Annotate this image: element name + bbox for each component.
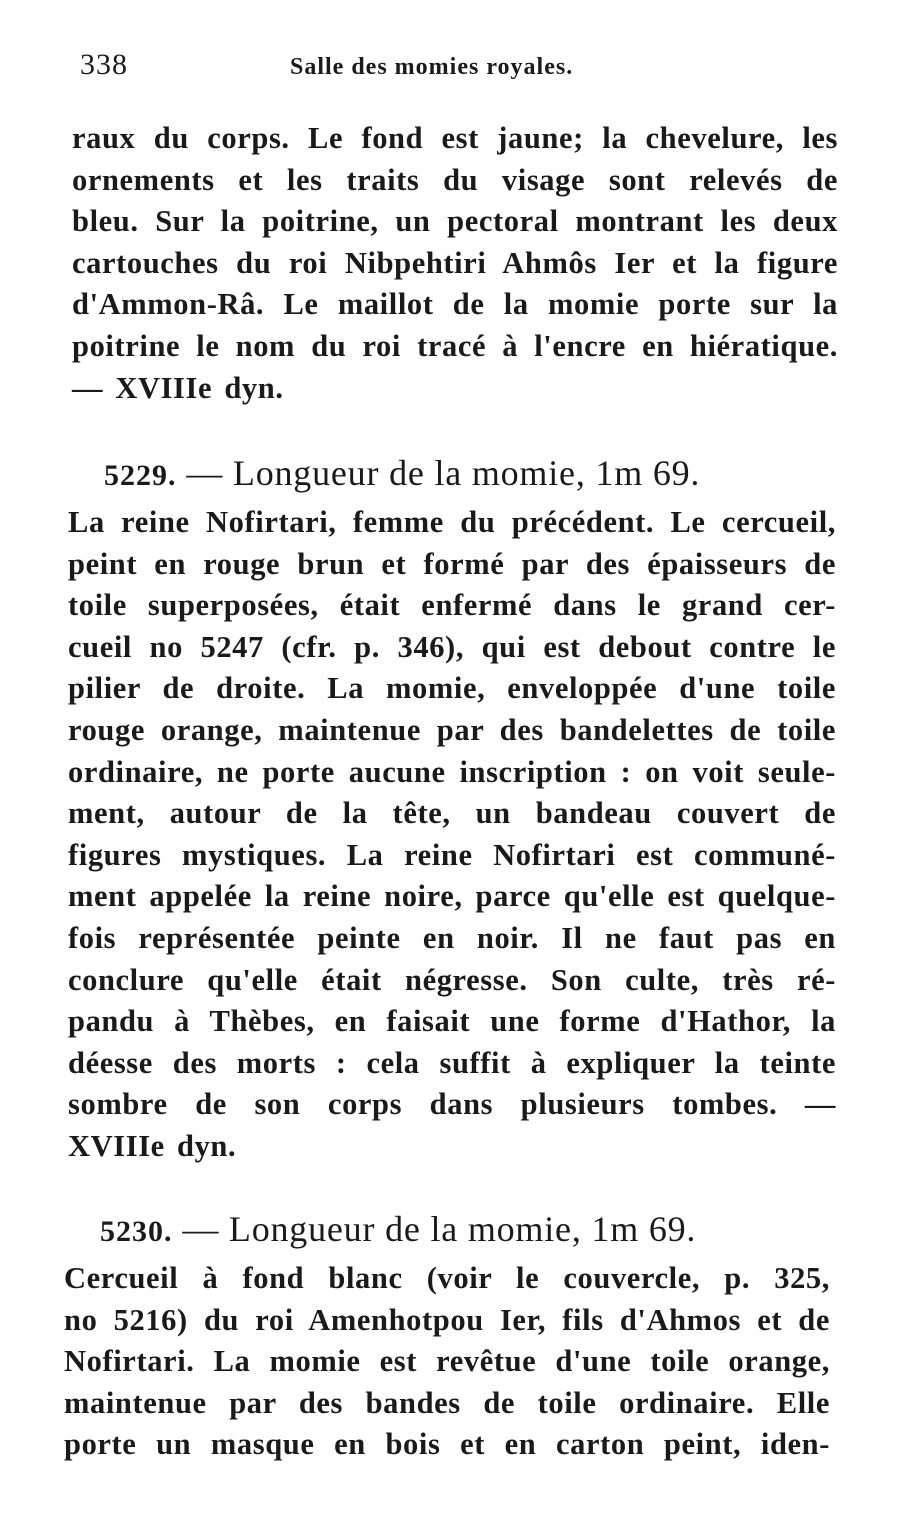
entry-number: 5229. xyxy=(104,459,177,492)
text-line: raux du corps. Le fond est jaune; la chevelure, les xyxy=(72,121,838,155)
text-line: cartouches du roi Nibpehtiri Ahmôs Ier et la figure xyxy=(72,245,838,280)
text-line: ment appelée la reine noire, parce qu'elle est quelque- xyxy=(68,879,836,914)
text-line: ment, autour de la tête, un bandeau couvert de xyxy=(68,796,836,831)
text-line: XVIIIe dyn. xyxy=(68,1128,237,1163)
text-line: pilier de droite. La momie, enveloppée d'une toile xyxy=(68,671,836,706)
text-line: Cercueil à fond blanc (voir le couvercle, p. 325, xyxy=(64,1261,830,1295)
text-line: toile superposées, était enfermé dans le grand cer- xyxy=(68,588,836,623)
text-line: cueil no 5247 (cfr. p. 346), qui est debout contre le xyxy=(68,629,836,664)
text-line: conclure qu'elle était négresse. Son culte, très ré- xyxy=(68,962,836,997)
text-line: porte un masque en bois et en carton peint, iden- xyxy=(64,1427,830,1462)
text-line: d'Ammon-Râ. Le maillot de la momie porte sur la xyxy=(72,287,838,322)
text-line: fois représentée peinte en noir. Il ne faut pas en xyxy=(68,920,836,955)
text-line: La reine Nofirtari, femme du précédent. Le cercueil, xyxy=(68,505,836,539)
text-line: déesse des morts : cela suffit à expliquer la teinte xyxy=(68,1045,836,1080)
running-title: Salle des momies royales. xyxy=(290,54,574,80)
text-line: ordinaire, ne porte aucune inscription : on voit seule- xyxy=(68,754,836,789)
entry-number: 5230. xyxy=(100,1215,173,1248)
text-line: ornements et les traits du visage sont relevés de xyxy=(72,162,838,197)
text-line: figures mystiques. La reine Nofirtari est communé- xyxy=(68,837,836,872)
entry-heading-text: — Longueur de la momie, 1m 69. xyxy=(182,1209,697,1249)
text-line: bleu. Sur la poitrine, un pectoral montrant les deux xyxy=(72,204,838,239)
text-line: sombre de son corps dans plusieurs tombes. — xyxy=(68,1087,836,1122)
text-line: no 5216) du roi Amenhotpou Ier, fils d'Ahmos et de xyxy=(64,1302,830,1337)
entry-heading-5230 xyxy=(100,1208,696,1250)
entry-heading-5229 xyxy=(104,452,700,494)
text-line: peint en rouge brun et formé par des épaisseurs de xyxy=(68,546,836,581)
text-line: rouge orange, maintenue par des bandelettes de toile xyxy=(68,712,836,747)
entry-body-5229 xyxy=(68,502,836,1168)
running-header xyxy=(80,48,840,88)
text-line: maintenue par des bandes de toile ordinaire. Elle xyxy=(64,1385,830,1420)
entry-body-5230 xyxy=(64,1258,830,1466)
entry-heading-text: — Longueur de la momie, 1m 69. xyxy=(186,453,701,493)
text-line: Nofirtari. La momie est revêtue d'une toile orange, xyxy=(64,1344,830,1379)
text-line: pandu à Thèbes, en faisait une forme d'Hathor, la xyxy=(68,1004,836,1039)
page-number: 338 xyxy=(80,48,128,81)
continuation-paragraph xyxy=(72,118,838,409)
text-line: — XVIIIe dyn. xyxy=(72,370,284,405)
text-line: poitrine le nom du roi tracé à l'encre en hiératique. xyxy=(72,328,838,363)
